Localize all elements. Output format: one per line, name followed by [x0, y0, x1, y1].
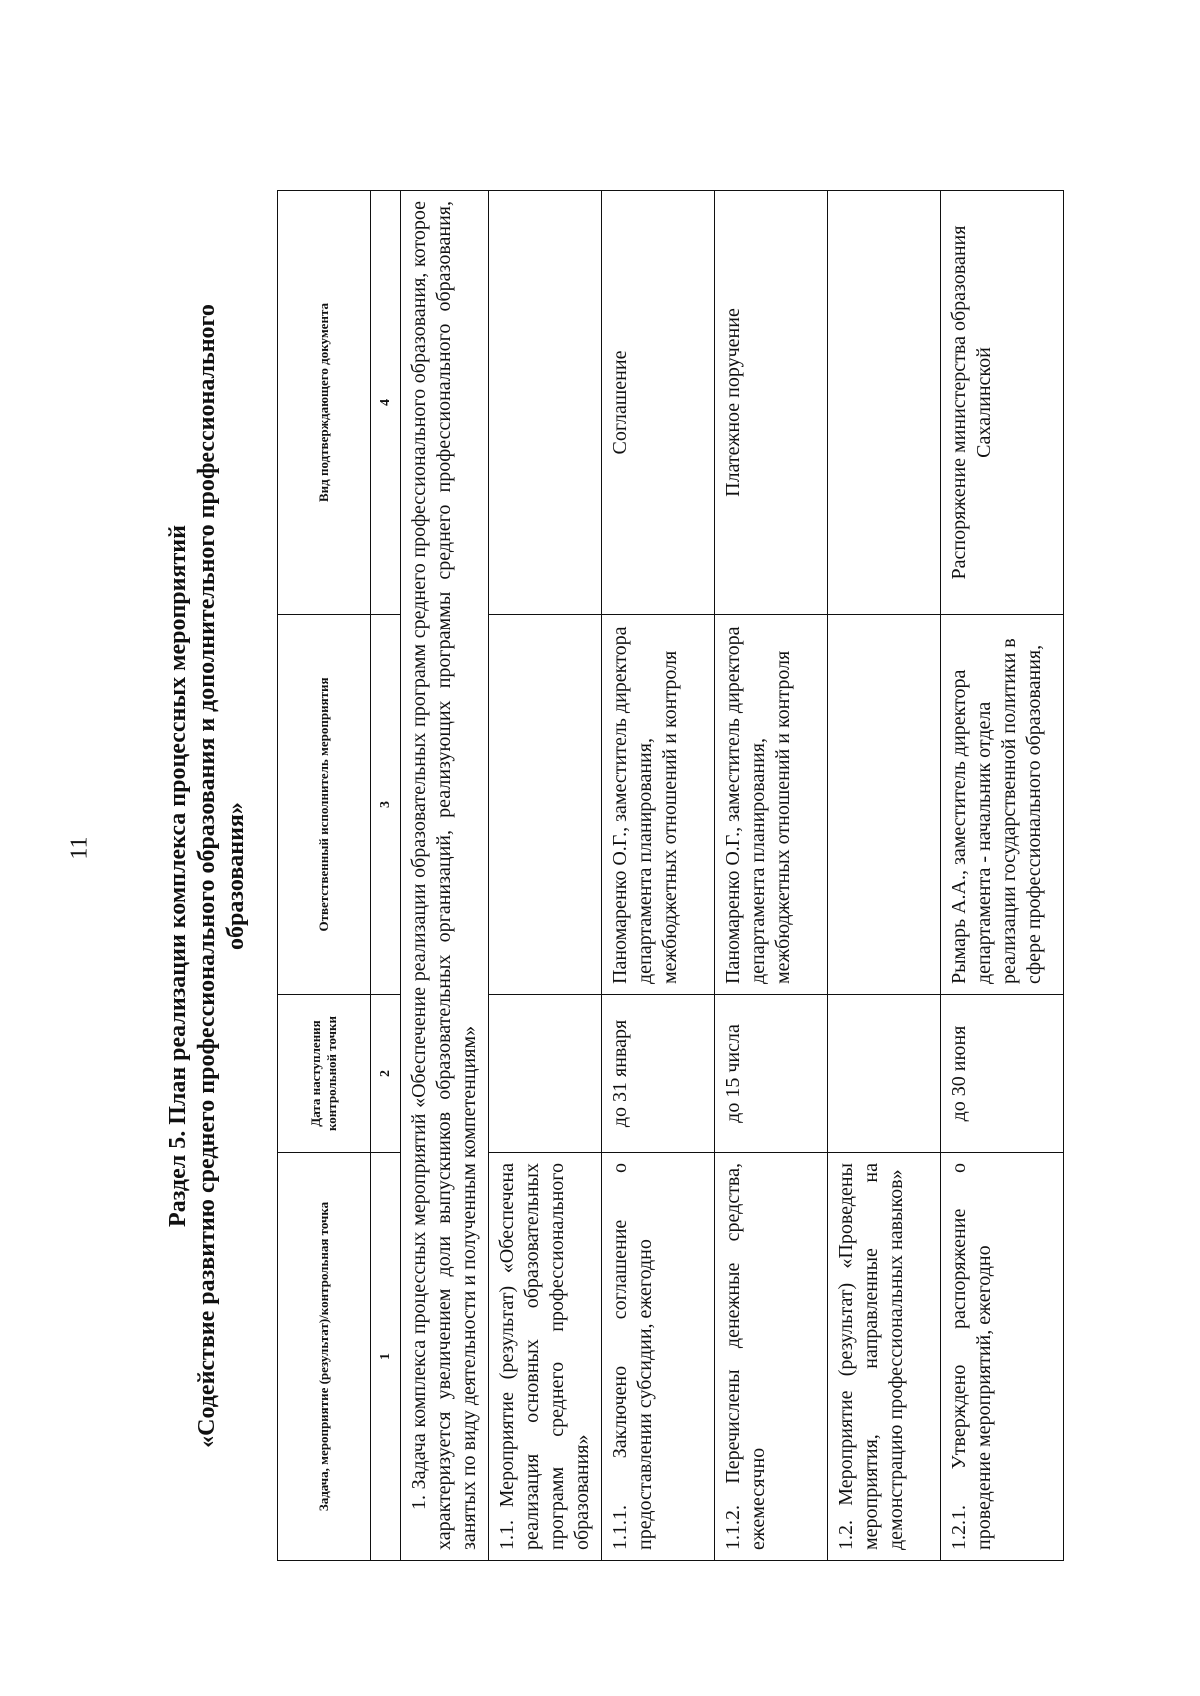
title-line-2: «Содействие развитию среднего профессионального образования и дополнительного профессионального — [194, 304, 220, 1448]
header-task: Задача, мероприятие (результат)/контрольная точка — [278, 1153, 371, 1561]
row-date: до 30 июня — [941, 995, 1064, 1153]
row-item: 1.1.2. Перечислены денежные средства, ежемесячно — [715, 1153, 828, 1561]
row-date: до 15 числа — [715, 995, 828, 1153]
header-document: Вид подтверждающего документа — [278, 191, 371, 615]
row-document — [489, 191, 602, 615]
row-date — [828, 995, 941, 1153]
table-row — [715, 191, 828, 1561]
column-number: 1 — [371, 1153, 401, 1561]
row-responsible: Паномаренко О.Г., заместитель директора департамента планирования, межбюджетных отношений и контроля — [715, 615, 828, 995]
title-line-1: Раздел 5. План реализации комплекса процессных мероприятий — [165, 525, 191, 1227]
header-responsible: Ответственный исполнитель мероприятия — [278, 615, 371, 995]
row-item: 1.1. Мероприятие (результат) «Обеспечена реализация основных образовательных программ среднего профессионального образования» — [489, 1153, 602, 1561]
row-responsible — [828, 615, 941, 995]
row-responsible — [489, 615, 602, 995]
row-item: 1.2.1. Утверждено распоряжение о проведение мероприятий, ежегодно — [941, 1153, 1064, 1561]
task-description: 1. Задача комплекса процессных мероприятий «Обеспечение реализации образовательных программ среднего профессионального образования, которое характеризуется увеличением доли выпускников образовательных организаций, реализующих программы среднего профессионального образования, занятых по виду деятельности и полученным компетенциям» — [401, 191, 489, 1561]
row-item: 1.1.1. Заключено соглашение о предоставлении субсидии, ежегодно — [602, 1153, 715, 1561]
row-date — [489, 995, 602, 1153]
column-number: 2 — [371, 995, 401, 1153]
column-number: 3 — [371, 615, 401, 995]
row-document: Платежное поручение — [715, 191, 828, 615]
title-line-3: образования» — [223, 802, 249, 950]
table-row — [489, 191, 602, 1561]
row-responsible: Паномаренко О.Г., заместитель директора департамента планирования, межбюджетных отношений и контроля — [602, 615, 715, 995]
row-document: Распоряжение министерства образования Сахалинской — [941, 191, 1064, 615]
row-document — [828, 191, 941, 615]
column-number: 4 — [371, 191, 401, 615]
document-title — [164, 191, 251, 1561]
rotated-page-content — [0, 80, 1200, 1616]
page-number: 11 — [66, 836, 93, 860]
row-date: до 31 января — [602, 995, 715, 1153]
row-responsible: Рымарь А.А., заместитель директора департамента - начальник отдела реализации государственной политики в сфере профессионального образования, — [941, 615, 1064, 995]
table-row — [941, 191, 1064, 1561]
header-date: Дата наступления контрольной точки — [278, 995, 371, 1153]
row-document: Соглашение — [602, 191, 715, 615]
row-item: 1.2. Мероприятие (результат) «Проведены мероприятия, направленные на демонстрацию профессиональных навыков» — [828, 1153, 941, 1561]
column-number-row — [371, 191, 401, 1561]
task-row — [401, 191, 489, 1561]
table-row — [602, 191, 715, 1561]
plan-table — [277, 190, 1064, 1561]
table-row — [828, 191, 941, 1561]
table-header-row — [278, 191, 371, 1561]
